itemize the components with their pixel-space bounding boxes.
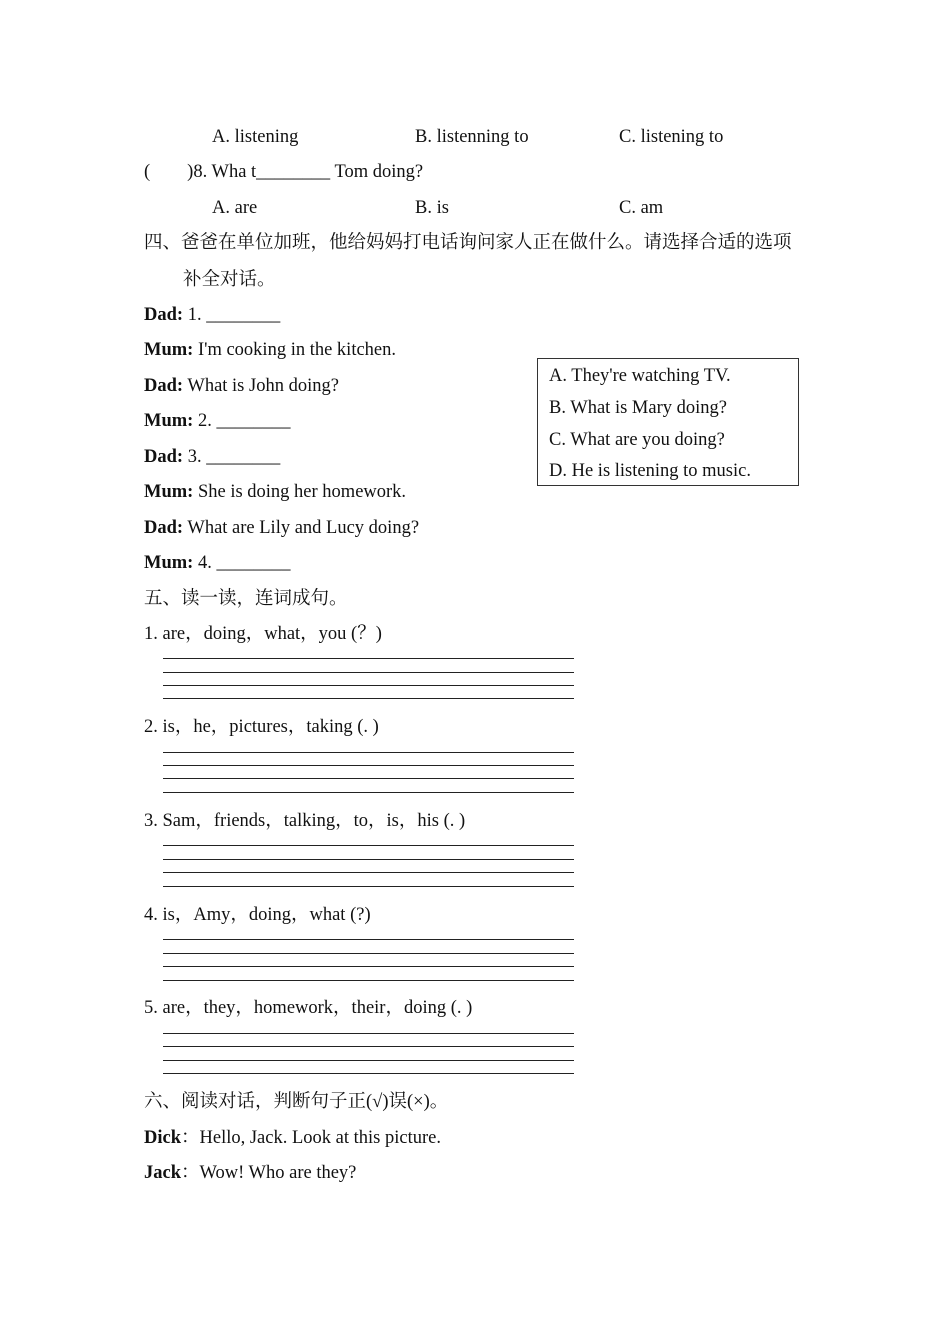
dialogue-line: Jack：Wow! Who are they? xyxy=(144,1163,357,1183)
answer-line xyxy=(163,886,574,887)
answer-line xyxy=(163,872,574,873)
q7-option-a: A. listening xyxy=(212,127,299,147)
answer-line xyxy=(163,672,574,673)
section6-title: 六、阅读对话，判断句子正(√)误(×)。 xyxy=(144,1092,449,1112)
dialogue-line: Mum: I'm cooking in the kitchen. xyxy=(144,340,397,360)
answer-line xyxy=(163,953,574,954)
dialogue-line: Mum: 4. ________ xyxy=(144,553,291,573)
answer-line xyxy=(163,778,574,779)
answer-line xyxy=(163,658,574,659)
reorder-item-3: 3. Sam，friends，talking，to，is，his (. ) xyxy=(144,811,466,831)
q7-option-b: B. listenning to xyxy=(415,127,529,147)
dialogue-line: Mum: 2. ________ xyxy=(144,411,291,431)
choices-box xyxy=(537,358,799,486)
answer-line xyxy=(163,1046,574,1047)
dialogue-line: Dick：Hello, Jack. Look at this picture. xyxy=(144,1128,441,1148)
choice-a: A. They're watching TV. xyxy=(549,366,731,386)
answer-line xyxy=(163,685,574,686)
dialogue-line: Dad: What are Lily and Lucy doing? xyxy=(144,518,420,538)
section4-title: 四、爸爸在单位加班，他给妈妈打电话询问家人正在做什么。请选择合适的选项 xyxy=(144,233,792,253)
dialogue-line: Dad: 1. ________ xyxy=(144,305,281,325)
dialogue-line: Mum: She is doing her homework. xyxy=(144,482,407,502)
answer-line xyxy=(163,1073,574,1074)
q8-question: ( )8. Wha t________ Tom doing? xyxy=(144,162,424,182)
answer-line xyxy=(163,939,574,940)
section4-title-cont: 补全对话。 xyxy=(183,270,276,290)
answer-line xyxy=(163,765,574,766)
answer-line xyxy=(163,698,574,699)
dialogue-line: Dad: What is John doing? xyxy=(144,376,339,396)
reorder-item-2: 2. is，he，pictures，taking (. ) xyxy=(144,717,379,737)
reorder-item-1: 1. are，doing，what，you (？) xyxy=(144,624,382,644)
answer-line xyxy=(163,752,574,753)
answer-line xyxy=(163,1033,574,1034)
reorder-item-5: 5. are，they，homework，their，doing (. ) xyxy=(144,998,473,1018)
section5-title: 五、读一读，连词成句。 xyxy=(144,589,348,609)
q8-option-a: A. are xyxy=(212,198,258,218)
q7-option-c: C. listening to xyxy=(619,127,724,147)
answer-line xyxy=(163,845,574,846)
dialogue-line: Dad: 3. ________ xyxy=(144,447,281,467)
choice-c: C. What are you doing? xyxy=(549,430,725,450)
answer-line xyxy=(163,966,574,967)
answer-line xyxy=(163,792,574,793)
reorder-item-4: 4. is，Amy，doing，what (?) xyxy=(144,905,371,925)
choice-b: B. What is Mary doing? xyxy=(549,398,727,418)
answer-line xyxy=(163,859,574,860)
choice-d: D. He is listening to music. xyxy=(549,461,751,481)
q8-option-c: C. am xyxy=(619,198,664,218)
answer-line xyxy=(163,980,574,981)
q8-option-b: B. is xyxy=(415,198,449,218)
answer-line xyxy=(163,1060,574,1061)
